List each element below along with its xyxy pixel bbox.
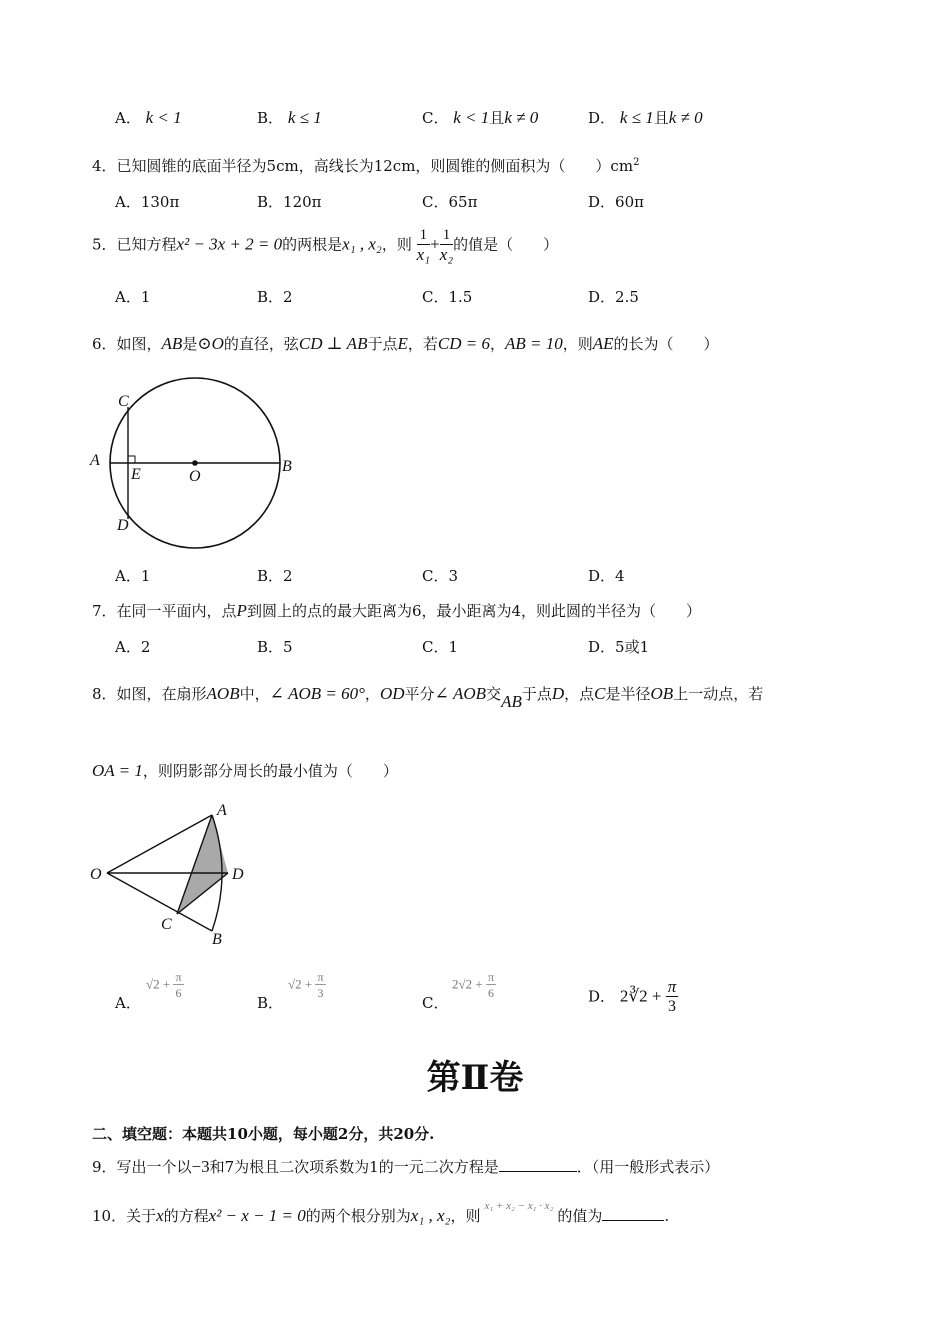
center-point bbox=[192, 460, 198, 466]
q7-option-d: D．5或1 bbox=[588, 638, 650, 656]
expression-sum-minus-product: x₁ + x₂ − x₁ · x₂ bbox=[484, 1200, 554, 1212]
q6-option-b: B．2 bbox=[257, 567, 293, 585]
label-o: O bbox=[189, 468, 201, 485]
q6-option-d: D．4 bbox=[588, 567, 625, 585]
q4-option-b: B．120π bbox=[257, 193, 322, 211]
q8-option-c-label: C． bbox=[422, 994, 449, 1012]
q5-option-a: A．1 bbox=[115, 288, 151, 306]
answer-blank-9[interactable] bbox=[499, 1157, 577, 1172]
label-b: B bbox=[212, 931, 222, 948]
label-d: D bbox=[117, 517, 129, 534]
label-o: O bbox=[90, 866, 102, 883]
label-c: C bbox=[161, 916, 172, 933]
right-angle-mark bbox=[128, 456, 135, 463]
answer-blank-10[interactable] bbox=[602, 1206, 664, 1221]
label-a: A bbox=[90, 452, 100, 469]
arc-ab: AB bbox=[501, 692, 522, 711]
section-2-header: 二、填空题：本题共10小题，每小题2分，共20分. bbox=[92, 1125, 435, 1143]
q3-option-a: A． k < 1 bbox=[115, 108, 182, 127]
question-6: 6．如图，AB是⊙O的直径，弦CD ⊥ AB于点E，若CD = 6，AB = 10，则AE的长为（ ） bbox=[92, 334, 719, 353]
question-9: 9．写出一个以−3和7为根且二次项系数为1的一元二次方程是 ．（用一般形式表示） bbox=[92, 1157, 720, 1176]
circle-diagram bbox=[85, 370, 300, 555]
question-10: 10．关于x的方程x² − x − 1 = 0的两个根分别为x₁ , x₂，则$^{x_1 + x_2 - x_1 \cdot x_2}$的值为 . bbox=[92, 1200, 670, 1225]
q8-option-b-label: B． bbox=[257, 994, 284, 1012]
q5-option-b: B．2 bbox=[257, 288, 293, 306]
q3-option-d: D． k ≤ 1且k ≠ 0 bbox=[588, 108, 703, 127]
label-e: E bbox=[131, 466, 141, 483]
q8-option-b-expr: √2 + $\frac{\pi}{3}$ bbox=[288, 970, 324, 1000]
q5-option-c: C．1.5 bbox=[422, 288, 473, 306]
q7-option-c: C．1 bbox=[422, 638, 459, 656]
q4-option-c: C．65π bbox=[422, 193, 478, 211]
q8-option-a-label: A． bbox=[115, 994, 141, 1012]
label-d: D bbox=[232, 866, 244, 883]
q3-option-c: C． k < 1且k ≠ 0 bbox=[422, 108, 539, 127]
fraction-1-over-x2: $\frac{1}{\text{x₂}}$ bbox=[439, 227, 454, 264]
question-5: 5．已知方程x² − 3x + 2 = 0的两根是x₁ , x₂，则 $\frac{1}{\text{x₁}}$ + $\frac{1}{\text{x₂}}$ 的值是（ ） bbox=[92, 227, 559, 264]
q3-option-b: B． k ≤ 1 bbox=[257, 108, 322, 127]
q7-option-a: A．2 bbox=[115, 638, 151, 656]
q8-option-a-expr: √2 + $\frac{\pi}{6}$ bbox=[146, 970, 182, 1000]
question-8: 8．如图，在扇形AOB中，∠ AOB = 60°，OD平分∠ AOB交AB于点D，点C是半径OB上一动点，若 bbox=[92, 684, 764, 711]
q7-option-b: B．5 bbox=[257, 638, 293, 656]
part-2-title: 第Ⅱ卷 bbox=[426, 1058, 524, 1098]
label-b: B bbox=[282, 458, 292, 475]
question-7: 7．在同一平面内，点P到圆上的点的最大距离为6，最小距离为4，则此圆的半径为（ ） bbox=[92, 601, 702, 620]
q4-option-a: A．130π bbox=[115, 193, 180, 211]
question-4: 4．已知圆锥的底面半径为5cm，高线长为12cm，则圆锥的侧面积为（ ）$cm^2$ bbox=[92, 157, 640, 175]
fraction-1-over-x1: $\frac{1}{\text{x₁}}$ bbox=[416, 227, 431, 264]
q6-option-c: C．3 bbox=[422, 567, 459, 585]
q8-option-d: D． 2∛2 + $\frac{\pi}{3}$ bbox=[588, 977, 677, 1015]
q6-option-a: A．1 bbox=[115, 567, 151, 585]
question-8-line-2: OA = 1，则阴影部分周长的最小值为（ ） bbox=[92, 761, 398, 780]
q4-option-d: D．60π bbox=[588, 193, 644, 211]
label-a: A bbox=[217, 802, 227, 819]
label-c: C bbox=[118, 393, 129, 410]
sector-diagram bbox=[85, 800, 260, 950]
q5-option-d: D．2.5 bbox=[588, 288, 639, 306]
q8-option-c-expr: 2√2 + $\frac{\pi}{6}$ bbox=[452, 970, 495, 1000]
